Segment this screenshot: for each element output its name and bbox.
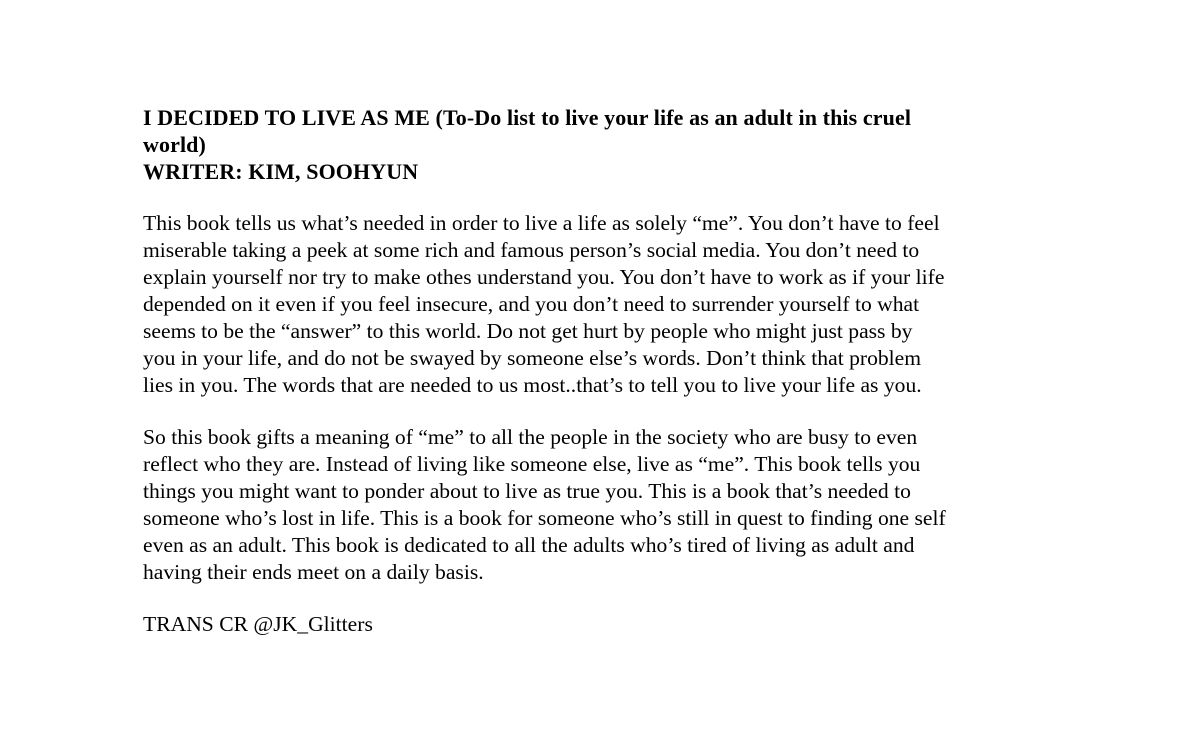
paragraph-1-line: This book tells us what’s needed in order to live a life as solely “me”. You don’t have to feel	[143, 211, 940, 235]
translation-credit-text: TRANS CR @JK_Glitters	[143, 612, 373, 636]
book-title-line-2: world)	[143, 132, 206, 157]
paragraph-1-line: miserable taking a peek at some rich and famous person’s social media. You don’t need to	[143, 238, 920, 262]
paragraph-2-line: things you might want to ponder about to live as true you. This is a book that’s needed to	[143, 479, 911, 503]
paragraph-1-line: you in your life, and do not be swayed by someone else’s words. Don’t think that problem	[143, 346, 922, 370]
document	[143, 104, 1083, 638]
paragraph-1-line: depended on it even if you feel insecure, and you don’t need to surrender yourself to what	[143, 292, 920, 316]
paragraph-2-line: So this book gifts a meaning of “me” to all the people in the society who are busy to even	[143, 425, 918, 449]
paragraph-1	[143, 210, 1083, 399]
writer-line: WRITER: KIM, SOOHYUN	[143, 159, 419, 184]
paragraph-1-line: lies in you. The words that are needed to us most..that’s to tell you to live your life as you.	[143, 373, 922, 397]
book-title	[143, 104, 1083, 185]
translation-credit	[143, 611, 1083, 638]
paragraph-2-line: even as an adult. This book is dedicated to all the adults who’s tired of living as adult and	[143, 533, 915, 557]
paragraph-1-line: explain yourself nor try to make othes understand you. You don’t have to work as if your life	[143, 265, 945, 289]
paragraph-1-line: seems to be the “answer” to this world. Do not get hurt by people who might just pass by	[143, 319, 913, 343]
paragraph-2	[143, 424, 1083, 586]
paragraph-2-line: having their ends meet on a daily basis.	[143, 560, 484, 584]
paragraph-2-line: reflect who they are. Instead of living like someone else, live as “me”. This book tells you	[143, 452, 921, 476]
paragraph-2-line: someone who’s lost in life. This is a book for someone who’s still in quest to finding one self	[143, 506, 946, 530]
book-title-line-1: I DECIDED TO LIVE AS ME (To-Do list to live your life as an adult in this cruel	[143, 105, 912, 130]
